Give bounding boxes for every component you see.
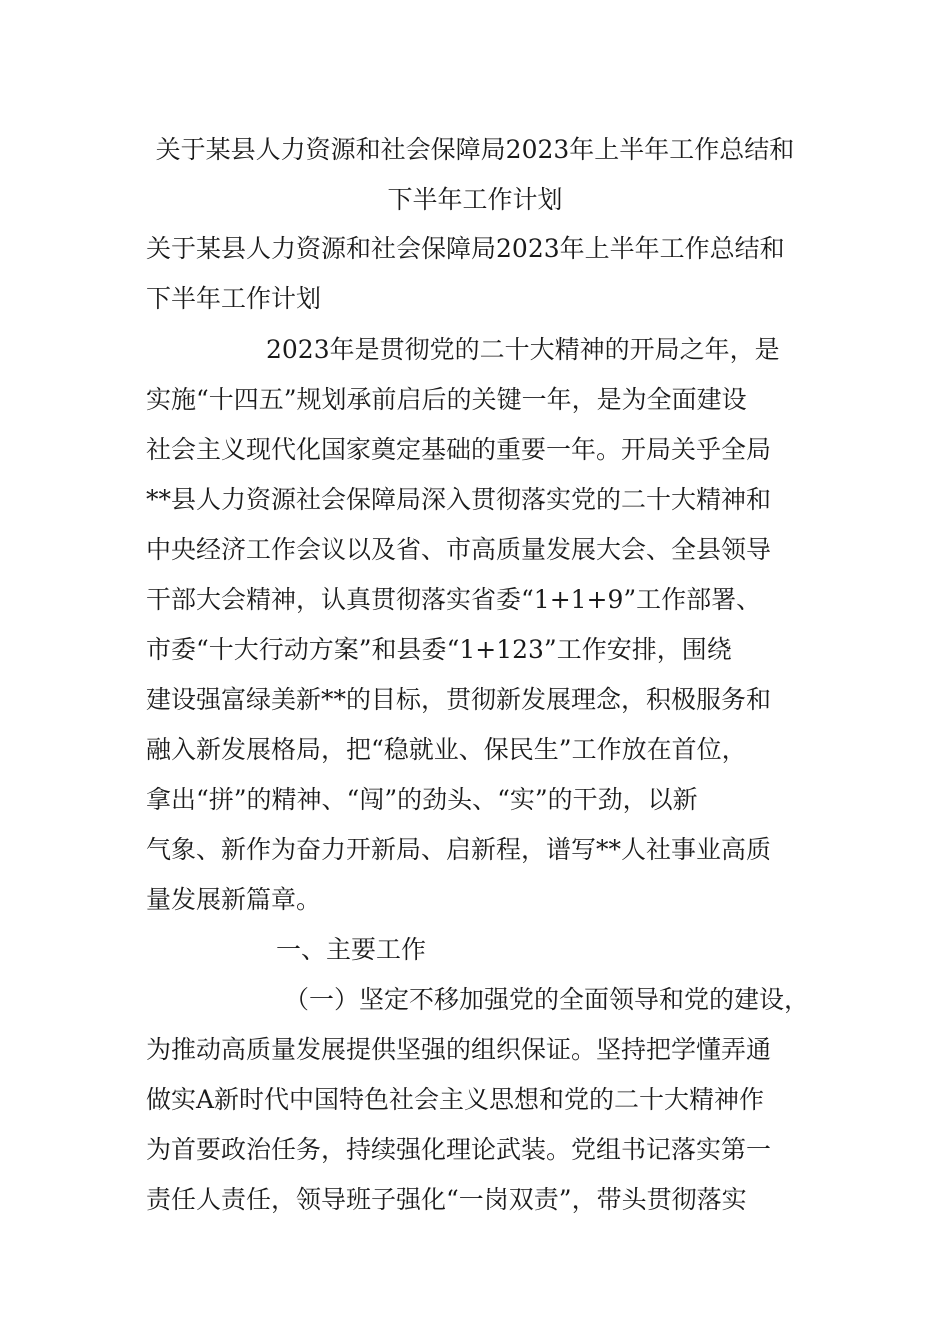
paragraph-line: 实施“十四五”规划承前启后的关键一年，是为全面建设 [146, 385, 747, 414]
paragraph-line: 责任人责任，领导班子强化“一岗双责”，带头贯彻落实 [146, 1185, 747, 1214]
paragraph-line: 气象、新作为奋力开新局、启新程，谱写**人社事业高质 [146, 835, 772, 864]
section-heading-main-work: 一、主要工作 [276, 935, 427, 964]
paragraph-line: 市委“十大行动方案”和县委“1+123”工作安排，围绕 [146, 635, 732, 664]
document-subtitle-line-1: 关于某县人力资源和社会保障局2023年上半年工作总结和 [146, 234, 785, 263]
paragraph-line: 中央经济工作会议以及省、市高质量发展大会、全县领导 [146, 535, 772, 564]
paragraph-line: 建设强富绿美新**的目标，贯彻新发展理念，积极服务和 [146, 685, 772, 714]
paragraph-line: 2023年是贯彻党的二十大精神的开局之年，是 [266, 335, 780, 364]
paragraph-line: 社会主义现代化国家奠定基础的重要一年。开局关乎全局 [146, 435, 772, 464]
document-title-line-1: 关于某县人力资源和社会保障局2023年上半年工作总结和 [155, 135, 795, 164]
paragraph-line: 为首要政治任务，持续强化理论武装。党组书记落实第一 [146, 1135, 772, 1164]
paragraph-line: 干部大会精神，认真贯彻落实省委“1+1+9”工作部署、 [146, 585, 762, 614]
paragraph-line: 做实A新时代中国特色社会主义思想和党的二十大精神作 [146, 1085, 765, 1114]
document-subtitle-line-2: 下半年工作计划 [146, 284, 322, 313]
paragraph-line: 量发展新篇章。 [146, 885, 322, 914]
paragraph-line: 拿出“拼”的精神、“闯”的劲头、“实”的干劲，以新 [146, 785, 698, 814]
paragraph-line: 为推动高质量发展提供坚强的组织保证。坚持把学懂弄通 [146, 1035, 772, 1064]
paragraph-line: 融入新发展格局，把“稳就业、保民生”工作放在首位， [146, 735, 747, 764]
paragraph-line: （一）坚定不移加强党的全面领导和党的建设， [284, 985, 810, 1014]
paragraph-line: **县人力资源社会保障局深入贯彻落实党的二十大精神和 [146, 485, 772, 514]
document-title-line-2: 下半年工作计划 [387, 185, 563, 214]
